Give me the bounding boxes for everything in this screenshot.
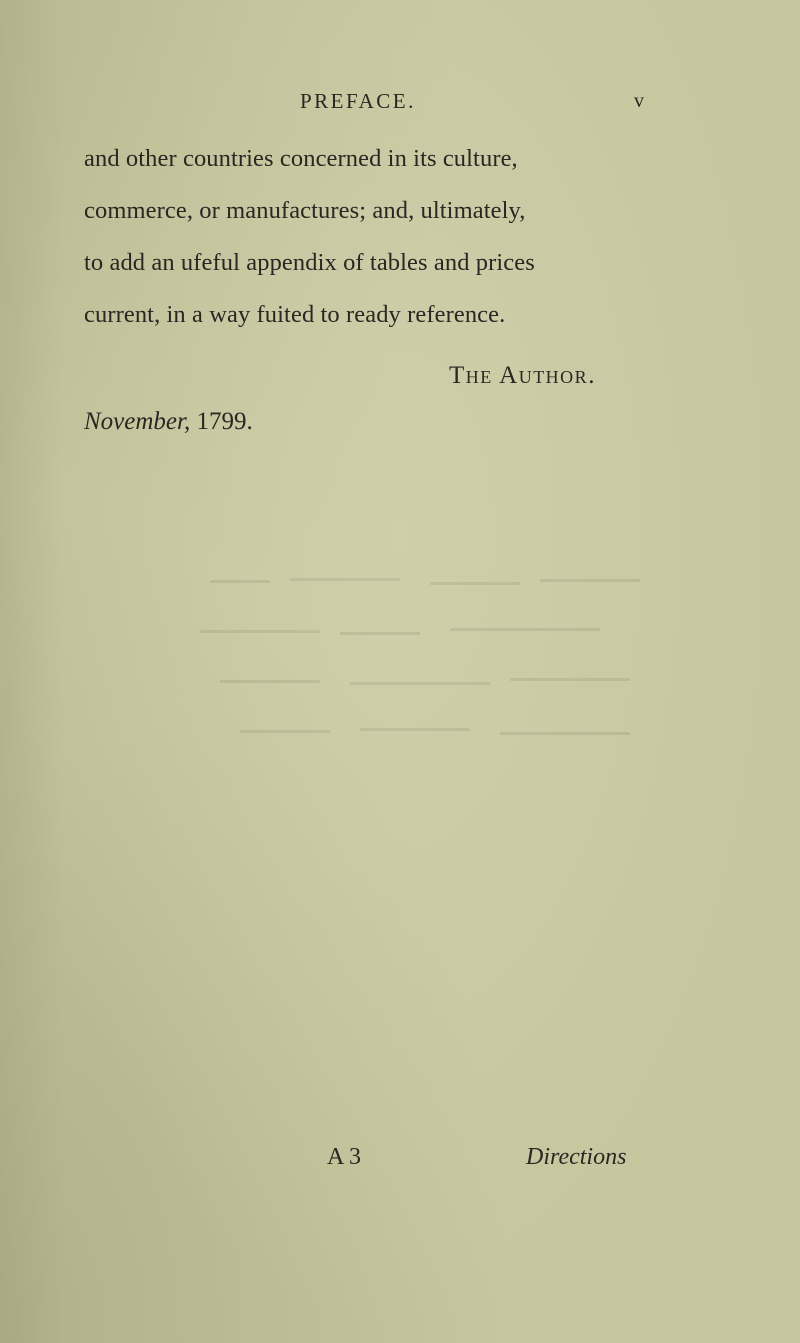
page-number: v — [634, 90, 644, 112]
dateline-month: November, — [84, 408, 191, 435]
running-head-title: PREFACE. — [300, 89, 416, 113]
text-line: current, in a way fuited to ready reference. — [84, 301, 506, 328]
dateline-year: 1799. — [196, 408, 253, 435]
preface-paragraph — [84, 133, 664, 341]
running-head — [0, 86, 800, 116]
catchword: Directions — [526, 1144, 627, 1170]
text-line: commerce, or manufactures; and, ultimately, — [84, 197, 526, 224]
author-signature: The Author. — [449, 362, 596, 389]
show-through-texture — [200, 560, 660, 760]
dateline — [84, 404, 253, 440]
text-line: and other countries concerned in its culture, — [84, 145, 518, 172]
text-line: to add an ufeful appendix of tables and prices — [84, 249, 535, 276]
printer-signature-mark: A 3 — [327, 1144, 362, 1170]
